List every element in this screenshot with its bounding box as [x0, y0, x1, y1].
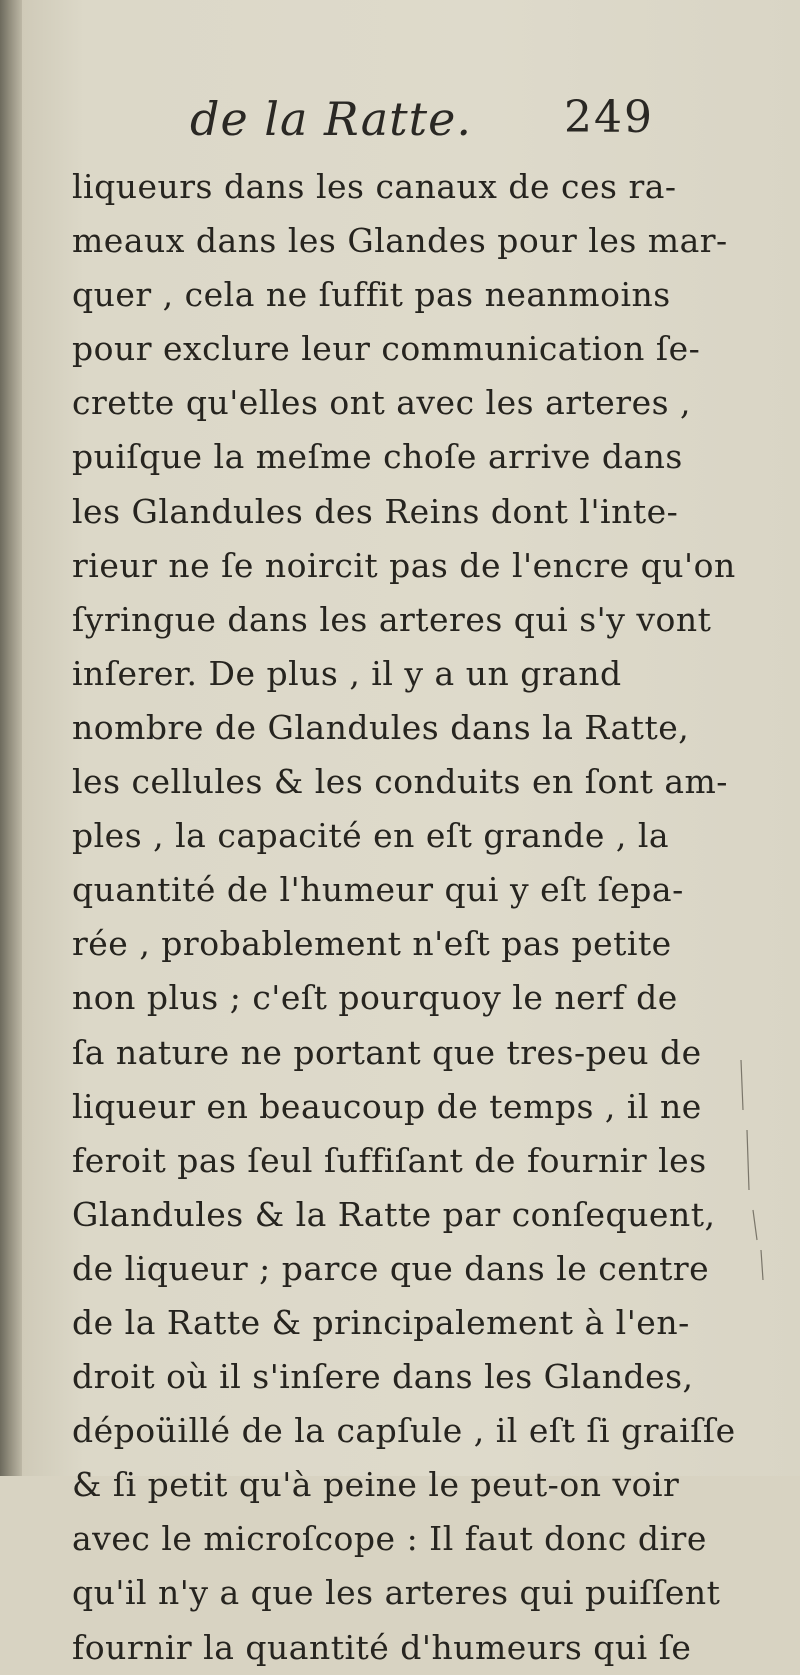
text-line: pour exclure leur communication ſe- — [72, 329, 701, 369]
text-line: liqueur en beaucoup de temps , il ne — [72, 1086, 702, 1126]
text-line: ples , la capacité en eſt grande , la — [72, 816, 670, 856]
text-line: avec le microſcope : Il faut donc dire — [72, 1519, 707, 1559]
page-header — [22, 92, 800, 162]
text-line: quantité de l'humeur qui y eſt ſepa- — [72, 870, 684, 910]
text-line: quer , cela ne ſuffit pas neanmoins — [72, 275, 671, 315]
text-line: de la Ratte & principalement à l'en- — [72, 1302, 690, 1342]
text-line: les Glandules des Reins dont l'inte- — [72, 491, 679, 531]
text-line: ſyringue dans les arteres qui s'y vont — [72, 599, 712, 639]
margin-pencil-marks — [737, 1060, 787, 1280]
text-line: meaux dans les Glandes pour les mar- — [72, 221, 728, 261]
text-line: Glandules & la Ratte par conſequent, — [72, 1194, 716, 1234]
text-line: inſerer. De plus , il y a un grand — [72, 653, 622, 693]
text-line: rée , probablement n'eſt pas petite — [72, 924, 672, 964]
running-title: de la Ratte. — [190, 92, 472, 146]
text-line: de liqueur ; parce que dans le centre — [72, 1248, 710, 1288]
text-line: les cellules & les conduits en ſont am- — [72, 762, 728, 802]
text-line: non plus ; c'eſt pourquoy le nerf de — [72, 978, 678, 1018]
text-line: puiſque la meſme choſe arrive dans — [72, 437, 683, 477]
text-line: nombre de Glandules dans la Ratte, — [72, 707, 690, 747]
text-line: fournir la quantité d'humeurs qui ſe — [72, 1627, 692, 1667]
text-line: droit où il s'inſere dans les Glandes, — [72, 1357, 694, 1397]
body-text — [72, 160, 736, 1675]
text-line: liqueurs dans les canaux de ces ra- — [72, 167, 677, 206]
text-line: & ſi petit qu'à peine le peut-on voir — [72, 1465, 680, 1505]
text-line: ſa nature ne portant que tres-peu de — [72, 1032, 702, 1072]
text-line: dépoüillé de la capſule , il eſt ſi graiſſe — [72, 1411, 736, 1451]
text-line: crette qu'elles ont avec les arteres , — [72, 383, 692, 423]
book-binding-shadow — [0, 0, 22, 1476]
text-line: qu'il n'y a que les arteres qui puiſſent — [72, 1573, 721, 1613]
book-page — [22, 0, 800, 1667]
page-number: 249 — [564, 92, 654, 143]
text-line: rieur ne ſe noircit pas de l'encre qu'on — [72, 545, 736, 585]
text-line: feroit pas ſeul ſuffiſant de fournir les — [72, 1140, 707, 1180]
